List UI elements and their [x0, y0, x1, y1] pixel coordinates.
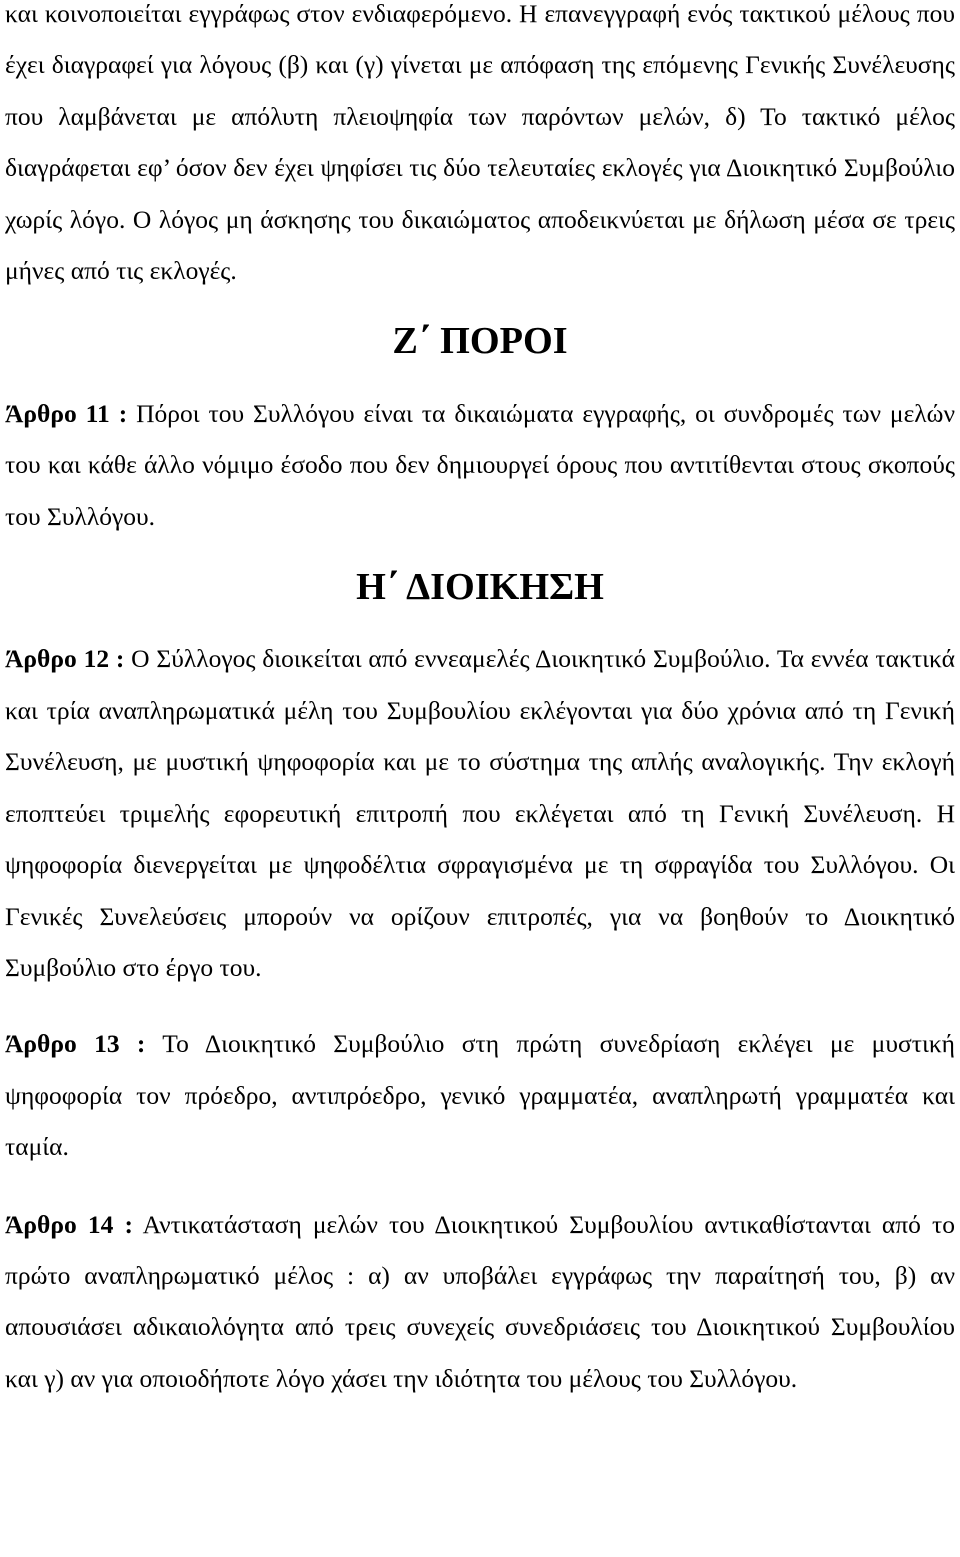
article-13-text: Το Διοικητικό Συμβούλιο στη πρώτη συνεδρίαση εκλέγει με μυστική ψηφοφορία τον πρόεδρο, αντιπρόεδρο, γενικό γραμματέα, αναπληρωτή γραμματέα και ταμία.: [5, 1029, 956, 1162]
intro-paragraph: και κοινοποιείται εγγράφως στον ενδιαφερόμενο. Η επανεγγραφή ενός τακτικού μέλους που έχει διαγραφεί για λόγους (β) και (γ) γίνεται με απόφαση της επόμενης Γενικής Συνέλευσης που λαμβάνεται με απόλυτη πλειοψηφία των παρόντων μελών, δ) Το τακτικό μέλος διαγράφεται εφ’ όσον δεν έχει ψηφίσει τις δύο τελευταίες εκλογές για Διοικητικό Συμβούλιο χωρίς λόγο. Ο λόγος μη άσκησης του δικαιώματος αποδεικνύεται με δήλωση μέσα σε τρεις μήνες από τις εκλογές.: [5, 0, 955, 286]
article-14-paragraph: [5, 1199, 955, 1405]
document-page: [5, 0, 955, 1404]
section-heading-h-dioikisi: Η΄ ΔΙΟΙΚΗΣΗ: [356, 566, 604, 609]
article-11-text: Πόροι του Συλλόγου είναι τα δικαιώματα εγγραφής, οι συνδρομές των μελών του και κάθε άλλο νόμιμο έσοδο που δεν δημιουργεί όρους που αντιτίθενται στους σκοπούς του Συλλόγου.: [5, 398, 955, 531]
article-11-paragraph: [5, 388, 955, 542]
section-heading-z-poroi: Ζ΄ ΠΟΡΟΙ: [392, 320, 568, 363]
article-13-label: Άρθρο 13 :: [5, 1029, 146, 1059]
article-12-label: Άρθρο 12 :: [5, 644, 125, 674]
article-11-label: Άρθρο 11 :: [5, 398, 128, 428]
article-12-paragraph: [5, 633, 955, 993]
article-12-text: Ο Σύλλογος διοικείται από εννεαμελές Διοικητικό Συμβούλιο. Τα εννέα τακτικά και τρία αναπληρωματικά μέλη του Συμβουλίου εκλέγονται για δύο χρόνια από τη Γενική Συνέλευση, με μυστική ψηφοφορία και με το σύστημα της απλής αναλογικής. Την εκλογή εποπτεύει τριμελής εφορευτική επιτροπή που εκλέγεται από τη Γενική Συνέλευση. Η ψηφοφορία διενεργείται με ψηφοδέλτια σφραγισμένα με τη σφραγίδα του Συλλόγου. Οι Γενικές Συνελεύσεις μπορούν να ορίζουν επιτροπές, για να βοηθούν το Διοικητικό Συμβούλιο στο έργο του.: [5, 644, 955, 982]
article-14-text: Αντικατάσταση μελών του Διοικητικού Συμβουλίου αντικαθίστανται από το πρώτο αναπληρωματικό μέλος : α) αν υποβάλει εγγράφως την παραίτησή του, β) αν απουσιάσει αδικαιολόγητα από τρεις συνεχείς συνεδριάσεις του Διοικητικού Συμβουλίου και γ) αν για οποιοδήποτε λόγο χάσει την ιδιότητα του μέλους του Συλλόγου.: [5, 1209, 955, 1393]
article-13-paragraph: [5, 1018, 955, 1172]
article-14-label: Άρθρο 14 :: [5, 1209, 133, 1239]
